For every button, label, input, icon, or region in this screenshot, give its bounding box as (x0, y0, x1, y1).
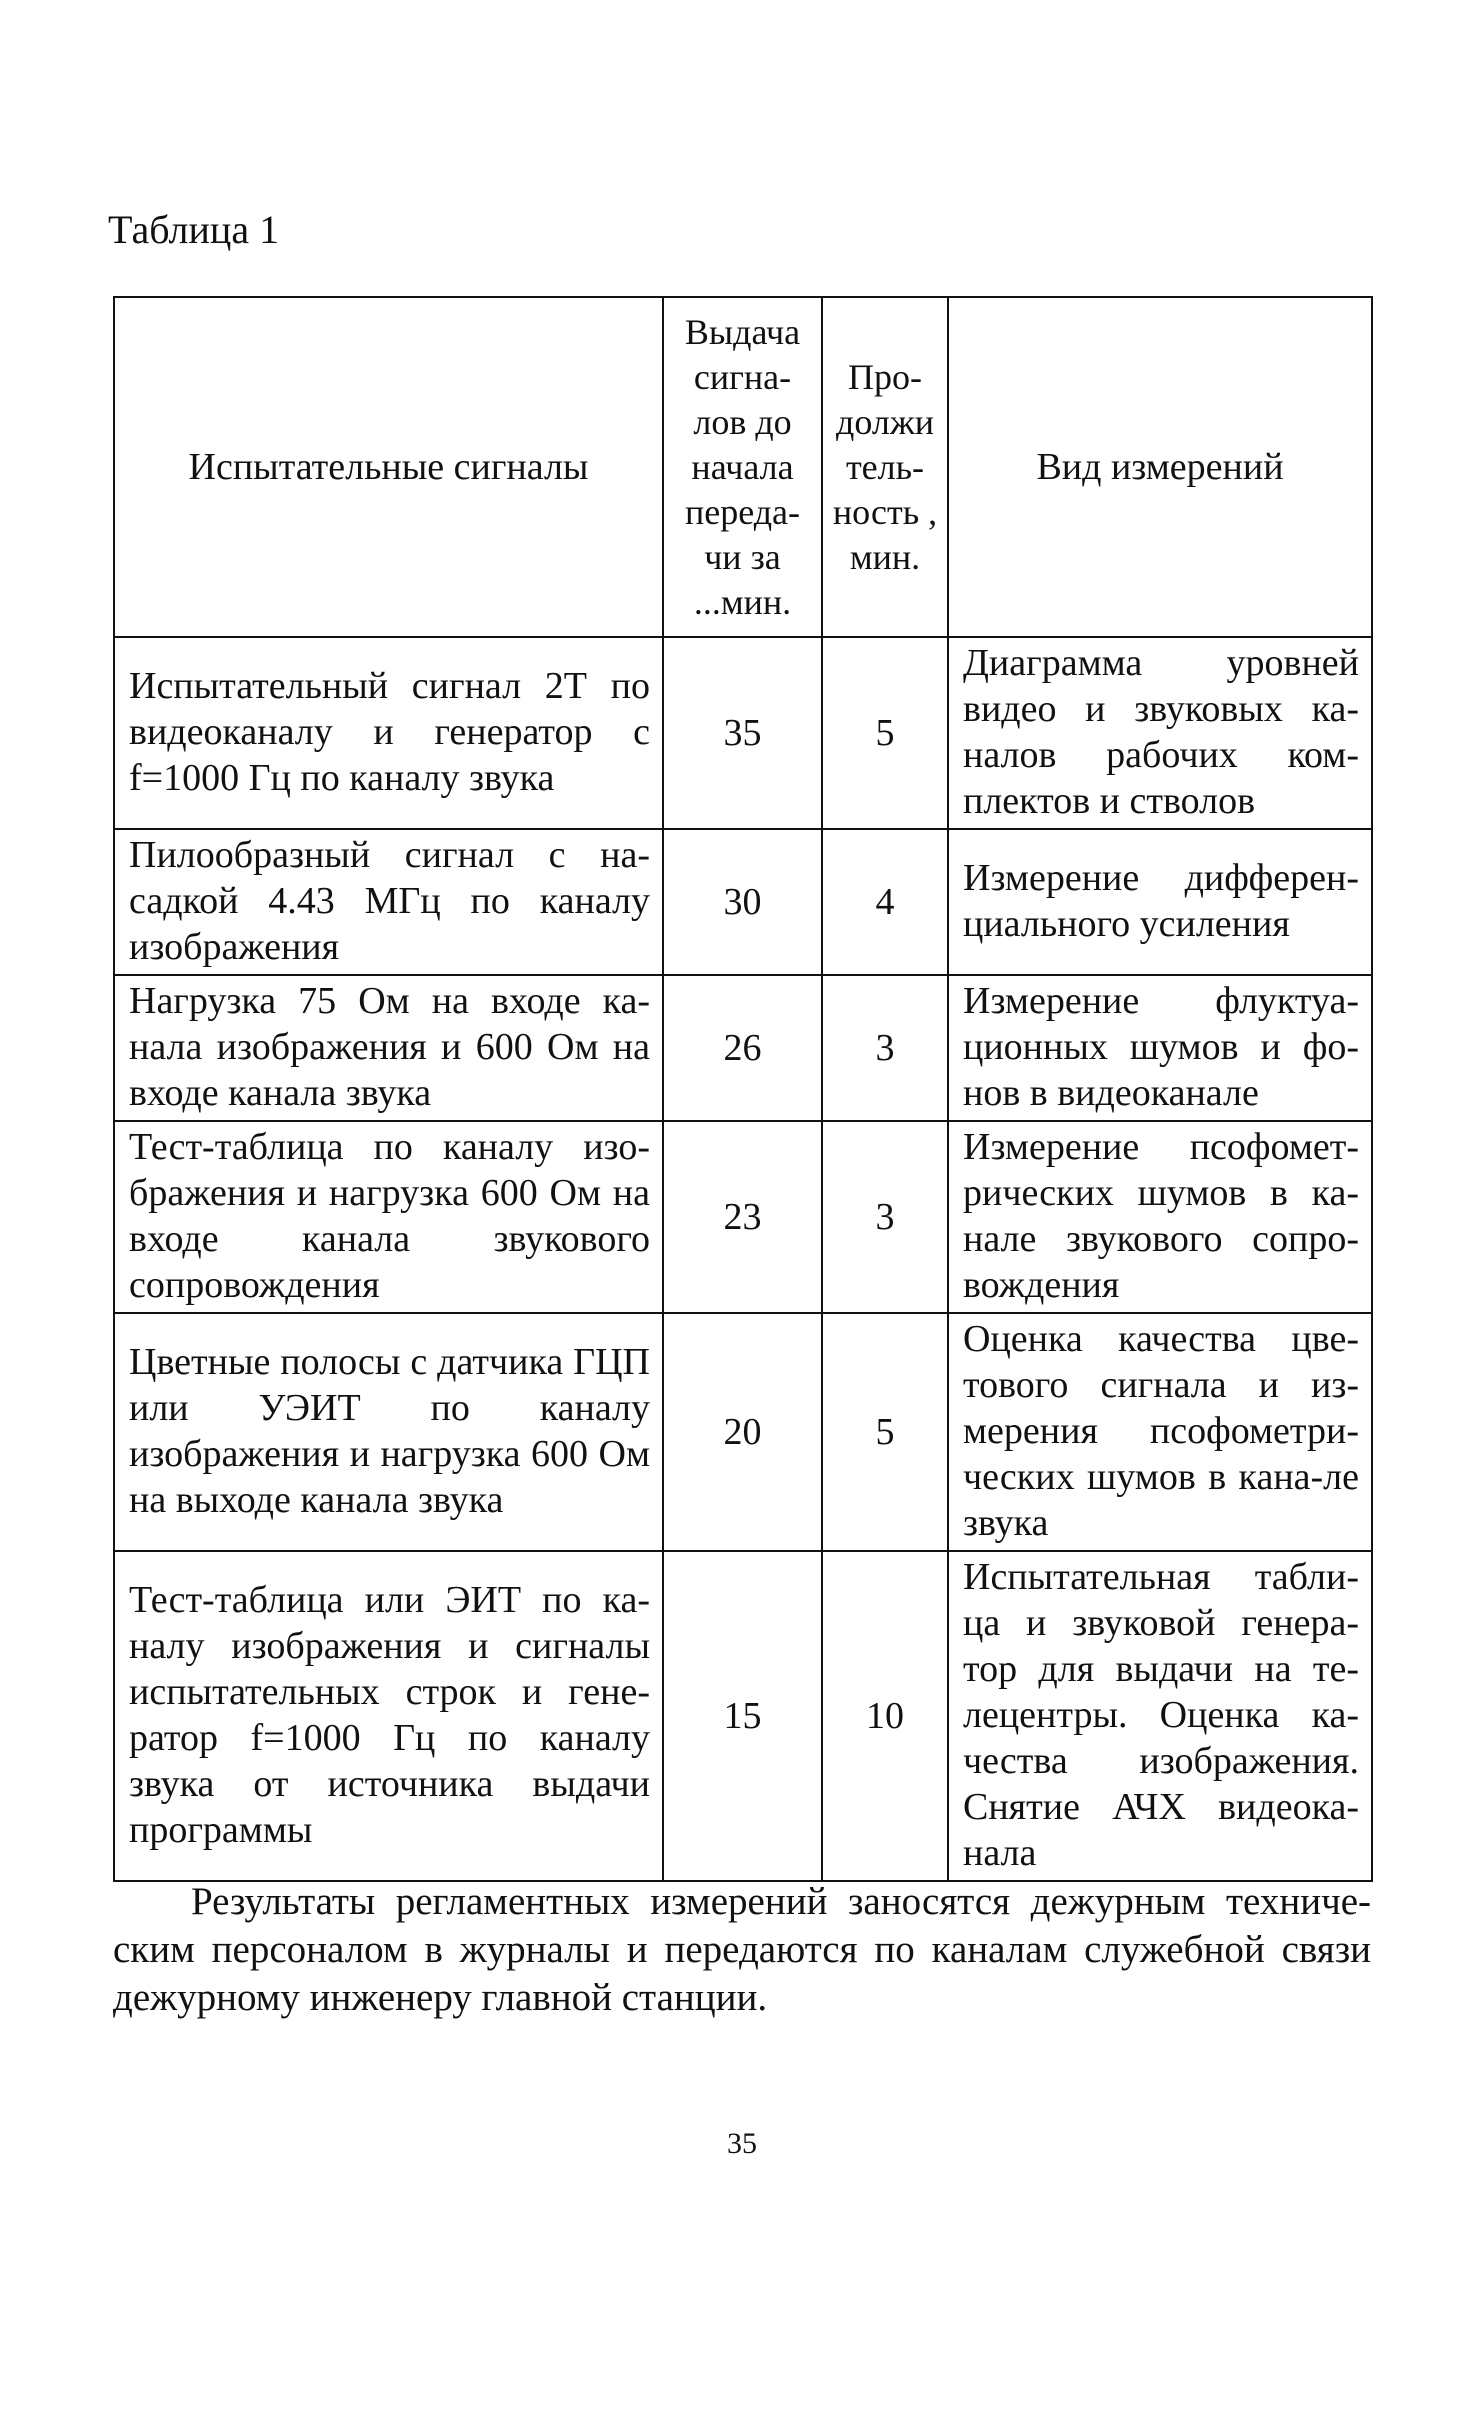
measurement-cell: Измерение псофомет-рических шумов в ка-нале звукового сопро-вождения (948, 1121, 1372, 1313)
measurement-cell: Измерение дифферен-циального усиления (948, 829, 1372, 975)
duration-cell: 5 (822, 637, 948, 829)
table-row (114, 829, 1372, 975)
duration-cell: 3 (822, 975, 948, 1121)
duration-cell: 10 (822, 1551, 948, 1881)
signal-cell: Нагрузка 75 Ом на входе ка-нала изображения и 600 Ом на входе канала звука (114, 975, 663, 1121)
page-number: 35 (727, 2127, 757, 2160)
duration-cell: 4 (822, 829, 948, 975)
table-caption: Таблица 1 (108, 207, 280, 252)
measurement-cell: Диаграмма уровней видео и звуковых ка-налов рабочих ком-плектов и стволов (948, 637, 1372, 829)
signal-cell: Испытательный сигнал 2Т по видеоканалу и генератор с f=1000 Гц по каналу звука (114, 637, 663, 829)
signal-cell: Тест-таблица по каналу изо-бражения и нагрузка 600 Ом на входе канала звукового сопровождения (114, 1121, 663, 1313)
measurement-cell: Испытательная табли-ца и звуковой генера-тор для выдачи на те-лецентры. Оценка ка-чества изображения. Снятие АЧХ видеока-нала (948, 1551, 1372, 1881)
duration-cell: 5 (822, 1313, 948, 1551)
lead-time-cell: 26 (663, 975, 822, 1121)
duration-cell: 3 (822, 1121, 948, 1313)
signal-cell: Тест-таблица или ЭИТ по ка-налу изображения и сигналы испытательных строк и гене-ратор f=1000 Гц по каналу звука от источника выдачи программы (114, 1551, 663, 1881)
measurement-cell: Измерение флуктуа-ционных шумов и фо-нов в видеоканале (948, 975, 1372, 1121)
measurements-table (113, 296, 1373, 1882)
lead-time-cell: 35 (663, 637, 822, 829)
signal-cell: Цветные полосы с датчика ГЦП или УЭИТ по каналу изображения и нагрузка 600 Ом на выходе канала звука (114, 1313, 663, 1551)
measurement-cell: Оценка качества цве-тового сигнала и из-мерения псофометри-ческих шумов в кана-ле звука (948, 1313, 1372, 1551)
signal-cell: Пилообразный сигнал с на-садкой 4.43 МГц по каналу изображения (114, 829, 663, 975)
table-row (114, 1313, 1372, 1551)
table-row (114, 1121, 1372, 1313)
table-row (114, 637, 1372, 829)
table-row (114, 1551, 1372, 1881)
lead-time-cell: 20 (663, 1313, 822, 1551)
table-row (114, 975, 1372, 1121)
header-lead-time: Выдача сигна-лов до начала переда-чи за ...мин. (663, 297, 822, 637)
header-measurement: Вид измерений (948, 297, 1372, 637)
header-duration: Про-должи тель-ность , мин. (822, 297, 948, 637)
results-paragraph: Результаты регламентных измерений заносятся дежурным техниче-ским персоналом в журналы и передаются по каналам служебной связи дежурному инженеру главной станции. (113, 1880, 1371, 2019)
header-signals: Испытательные сигналы (114, 297, 663, 637)
lead-time-cell: 15 (663, 1551, 822, 1881)
lead-time-cell: 23 (663, 1121, 822, 1313)
table-header-row (114, 297, 1372, 637)
lead-time-cell: 30 (663, 829, 822, 975)
